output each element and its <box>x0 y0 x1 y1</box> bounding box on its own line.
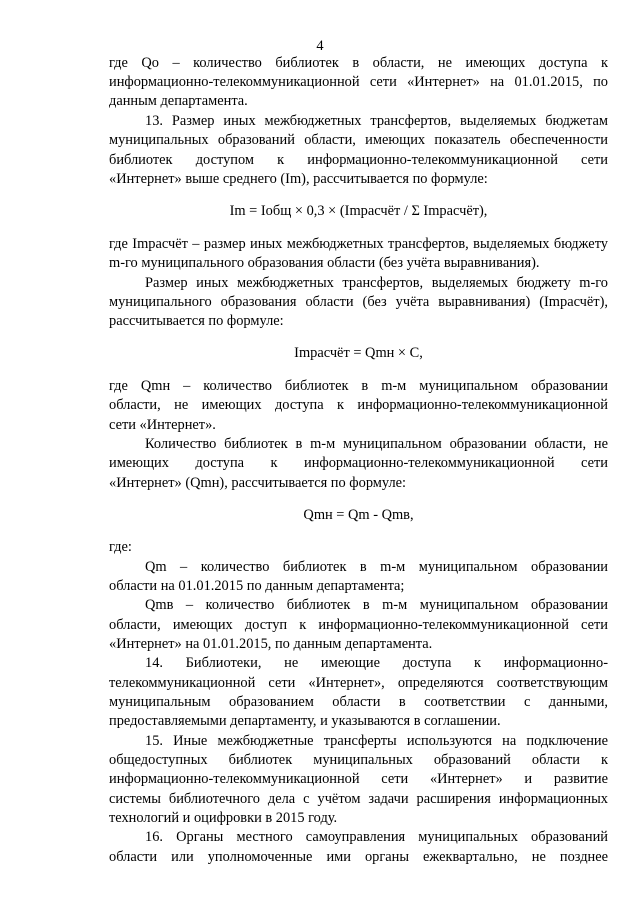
text-line: 15. Иные межбюджетные трансферты используются на подключение <box>145 733 608 749</box>
text-line: данным департамента. <box>109 93 248 109</box>
text-line: сети «Интернет». <box>109 417 216 433</box>
text-line: области на 01.01.2015 по данным департамента; <box>109 578 405 594</box>
text-line: имеющих доступа к информационно-телекоммуникационной сети <box>109 455 608 471</box>
text-line: Im = Iобщ × 0,3 × (Imрасчёт / Σ Imрасчёт), <box>229 203 488 219</box>
text-line: где: <box>109 539 132 555</box>
text-line: муниципальных образований области, имеющих показатель обеспеченности <box>109 132 608 148</box>
text-line: рассчитывается по формуле: <box>109 313 284 329</box>
text-line: где Imрасчёт – размер иных межбюджетных трансфертов, выделяемых бюджету <box>109 236 608 252</box>
text-line: информационно-телекоммуникационной сети «Интернет» и развитие <box>109 771 608 787</box>
text-line: муниципального образования области (без учёта выравнивания) (Imрасчёт), <box>109 294 608 310</box>
text-line: Размер иных межбюджетных трансфертов, выделяемых бюджету m-го <box>145 275 608 291</box>
page-number: 4 <box>316 38 324 54</box>
text-line: 16. Органы местного самоуправления муниципальных образований <box>145 829 608 845</box>
text-line: где Qо – количество библиотек в области, не имеющих доступа к <box>109 55 608 71</box>
text-line: информационно-телекоммуникационной сети «Интернет» на 01.01.2015, по <box>109 74 608 90</box>
text-line: Imрасчёт = Qmн × C, <box>294 345 423 361</box>
text-line: «Интернет» (Qmн), рассчитывается по формуле: <box>109 475 407 491</box>
text-line: Количество библиотек в m-м муниципальном образовании области, не <box>145 436 608 452</box>
text-line: Qmв – количество библиотек в m-м муниципальном образовании <box>145 597 608 613</box>
text-line: технологий и оцифровки в 2015 году. <box>109 810 338 826</box>
text-line: области, имеющих доступ к информационно-телекоммуникационной сети <box>109 617 608 633</box>
text-line: предоставляемыми департаменту, и указываются в соглашении. <box>109 713 501 729</box>
text-line: системы библиотечного дела с учётом задачи расширения информационных <box>109 791 608 807</box>
text-line: области, не имеющих доступа к информационно-телекоммуникационной <box>109 397 608 413</box>
text-line: m-го муниципального образования области (без учёта выравнивания). <box>109 255 540 271</box>
text-line: библиотек доступом к информационно-телекоммуникационной сети <box>109 152 608 168</box>
text-line: «Интернет» на 01.01.2015, по данным департамента. <box>109 636 433 652</box>
text-line: Qm – количество библиотек в m-м муниципальном образовании <box>145 559 608 575</box>
text-line: «Интернет» выше среднего (Im), рассчитывается по формуле: <box>109 171 488 187</box>
text-line: муниципальным образованием области в соответствии с данными, <box>109 694 608 710</box>
text-line: 13. Размер иных межбюджетных трансфертов, выделяемых бюджетам <box>145 113 608 129</box>
text-line: области или уполномоченные ими органы ежеквартально, не позднее <box>109 849 608 865</box>
text-line: где Qmн – количество библиотек в m-м муниципальном образовании <box>109 378 608 394</box>
text-line: Qmн = Qm - Qmв, <box>303 507 414 523</box>
text-line: 14. Библиотеки, не имеющие доступа к информационно- <box>145 655 608 671</box>
text-line: общедоступных библиотек муниципальных образований области к <box>109 752 608 768</box>
text-line: телекоммуникационной сети «Интернет», определяются соответствующим <box>109 675 608 691</box>
